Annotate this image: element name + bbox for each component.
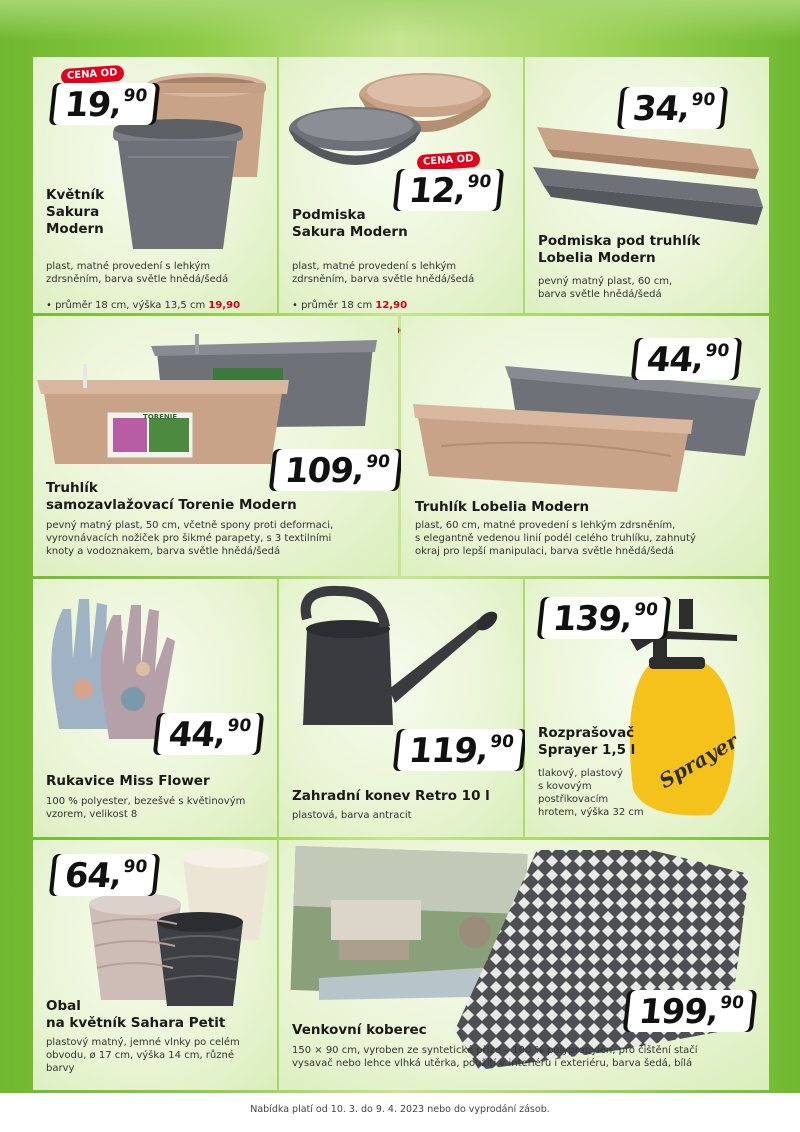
price-comma: , [108, 87, 124, 122]
product-card-konev[interactable] [279, 579, 523, 837]
price-cents: 90 [489, 732, 515, 752]
page-background [0, 0, 800, 40]
price-main: 19 [62, 85, 113, 125]
price-main: 64 [62, 856, 113, 896]
box-label: TORENIE [143, 413, 178, 421]
cena-od-badge: CENA OD [417, 151, 481, 171]
product-description: plast, 60 cm, matné provedení s lehkým zdrsněním, s elegantně vedenou linií podél celého truhlíku, zahnutý okraj pro lepší manipulaci, barva světle hnědá/šedá [415, 520, 696, 557]
product-description: plastový matný, jemné vlnky po celém obvodu, ø 17 cm, výška 14 cm, různé barvy [46, 1037, 240, 1074]
product-description: 150 × 90 cm, vyroben ze syntetické příze – 100 % polypropylén, pro čištění stačí vysavač nebo lehce vlhká utěrka, použití v interiéru i exteriéru, barva šedá, bílá [292, 1045, 698, 1069]
price-comma: , [676, 91, 692, 126]
product-title: Truhlík Lobelia Modern [415, 499, 590, 515]
price-tag [635, 338, 739, 380]
price-main: 44 [644, 340, 695, 380]
price-main: 199 [636, 992, 709, 1032]
product-card-rozprasovac[interactable] [525, 579, 769, 837]
product-card-truhlik-lobelia[interactable] [401, 316, 769, 576]
product-card-obal-sahara[interactable] [33, 840, 277, 1090]
price-comma: , [475, 733, 491, 768]
price-cents: 90 [719, 993, 745, 1013]
product-title: Květník Sakura Modern [46, 187, 105, 237]
price-main: 12 [406, 171, 457, 211]
price-comma: , [212, 717, 228, 752]
price-cents: 90 [704, 341, 731, 361]
product-card-koberec[interactable] [279, 840, 769, 1090]
bottle-label: Sprayer [654, 728, 742, 794]
product-card-podmiska-lobelia[interactable] [525, 57, 769, 313]
product-card-truhlik-torenie[interactable] [33, 316, 398, 576]
price-main: 109 [282, 451, 355, 491]
cena-od-badge: CENA OD [61, 65, 125, 85]
price-main: 119 [406, 731, 479, 771]
product-description: plastová, barva antracit [292, 810, 412, 821]
price-comma: , [452, 173, 468, 208]
product-description: pevný matný plast, 60 cm, barva světle hnědá/šedá [538, 276, 673, 300]
price-main: 139 [550, 599, 623, 639]
product-description: 100 % polyester, bezešvé s květinovým vzorem, velikost 8 [46, 796, 246, 820]
price-cents: 90 [122, 86, 149, 106]
price-cents: 90 [466, 172, 493, 192]
product-description: tlakový, plastový s kovovým postřikovacím hrotem, výška 32 cm [538, 768, 644, 818]
product-title: Podmiska pod truhlík Lobelia Modern [538, 233, 701, 266]
product-title: Rukavice Miss Flower [46, 773, 210, 789]
desc-text: plast, matné provedení s lehkým zdrsněním, barva světle hnědá/šedá [46, 261, 229, 285]
price-comma: , [351, 453, 367, 488]
price-comma: , [690, 342, 706, 377]
price-tag [541, 597, 667, 639]
variant-price: 12,90 [375, 300, 408, 311]
variant-text: • průměr 18 cm, výška 13,5 cm [46, 300, 209, 311]
product-title: Podmiska Sakura Modern [292, 207, 408, 240]
product-card-kvetnik-sakura[interactable] [33, 57, 277, 313]
variant-text: • průměr 18 cm [292, 300, 376, 311]
price-comma: , [705, 994, 721, 1029]
product-card-podmiska-sakura[interactable] [279, 57, 523, 313]
price-tag [627, 990, 753, 1032]
desc-text: plast, matné provedení s lehkým zdrsněním, barva světle hnědá/šedá [292, 261, 475, 285]
product-title: Truhlík samozavlažovací Torenie Modern [46, 480, 297, 513]
price-comma: , [108, 858, 124, 893]
product-card-rukavice[interactable] [33, 579, 277, 837]
price-main: 34 [630, 89, 681, 129]
product-title: Zahradní konev Retro 10 l [292, 788, 490, 804]
product-title: Venkovní koberec [292, 1022, 427, 1038]
price-main: 44 [166, 715, 217, 755]
footer-validity-note: Nabídka platí od 10. 3. do 9. 4. 2023 nebo do vyprodání zásob. [0, 1093, 800, 1132]
price-tag [53, 83, 157, 125]
price-cents: 90 [365, 452, 391, 472]
price-tag [53, 854, 157, 896]
price-tag [157, 713, 261, 755]
product-title: Rozprašovač Sprayer 1,5 l [538, 725, 636, 758]
price-cents: 90 [633, 600, 659, 620]
price-tag [621, 87, 725, 129]
price-cents: 90 [226, 716, 253, 736]
price-cents: 90 [122, 857, 149, 877]
price-tag [397, 729, 523, 771]
price-comma: , [619, 601, 635, 636]
variant-price: 19,90 [208, 300, 241, 311]
price-cents: 90 [690, 90, 717, 110]
product-title: Obal na květník Sahara Petit [46, 998, 226, 1031]
product-description: pevný matný plast, 50 cm, včetně spony proti deformaci, vyrovnávacích nožiček pro šikmé parapety, s 3 textilními knoty a vodoznakem, barva světle hnědá/šedá [46, 520, 334, 557]
price-tag [397, 169, 501, 211]
